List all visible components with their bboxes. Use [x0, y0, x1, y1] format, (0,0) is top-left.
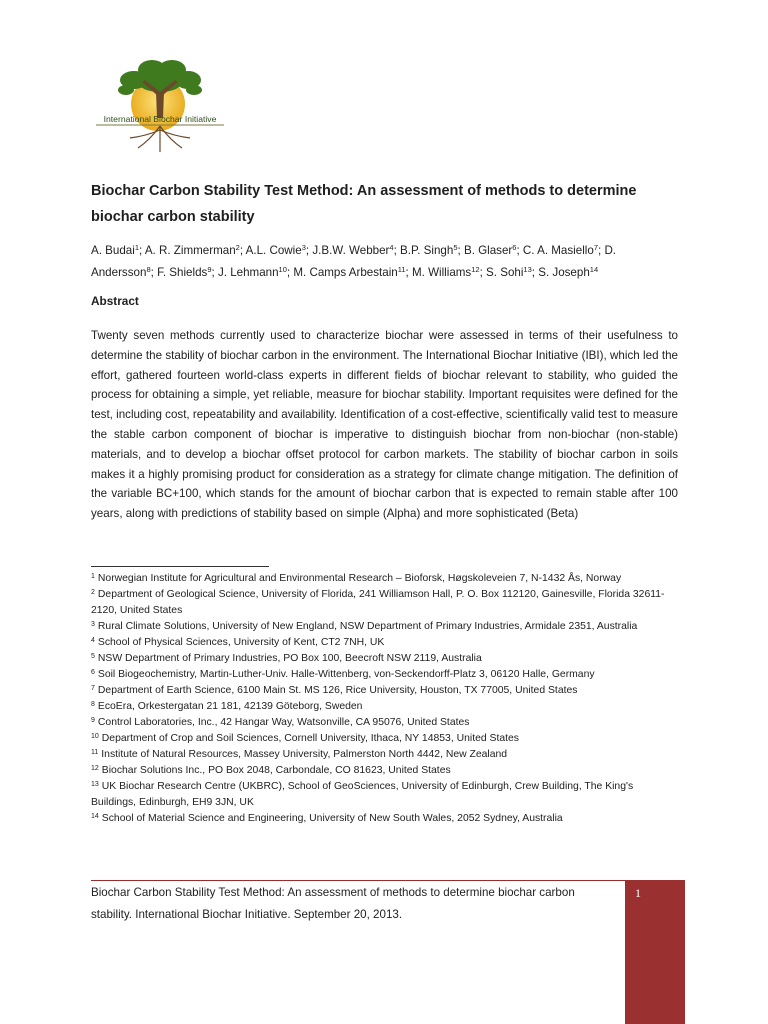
- author: A.L. Cowie$^3$: [245, 243, 306, 257]
- footnote: $^{10}$ Department of Crop and Soil Sciences, Cornell University, Ithaca, NY 14853, United States: [91, 733, 519, 744]
- footnote: $^1$ Norwegian Institute for Agricultural and Environmental Research – Bioforsk, Høgskoleveien 7, N-1432 Ås, Norway: [91, 573, 622, 584]
- abstract-heading: Abstract: [91, 294, 139, 308]
- author: B. Glaser$^6$: [463, 243, 517, 257]
- author: S. Joseph$^{14}$: [538, 265, 599, 279]
- author: D. Andersson$^8$: [91, 244, 617, 279]
- footnote: $^4$ School of Physical Sciences, University of Kent, CT2 7NH, UK: [91, 637, 385, 648]
- paper-title: Biochar Carbon Stability Test Method: An assessment of methods to determine biochar carbon stability: [91, 183, 637, 225]
- author: M. Camps Arbestain$^{11}$: [293, 265, 406, 279]
- footnote: $^7$ Department of Earth Science, 6100 Main St. MS 126, Rice University, Houston, TX 77005, United States: [91, 685, 578, 696]
- author: A. R. Zimmerman$^2$: [144, 243, 240, 257]
- author: J. Lehmann$^{10}$: [217, 265, 287, 279]
- footnote-divider: [91, 566, 269, 567]
- footer-citation: Biochar Carbon Stability Test Method: An assessment of methods to determine biochar carbon stability. International Biochar Initiative. September 20, 2013.: [91, 886, 575, 921]
- footnote: $^{14}$ School of Material Science and Engineering, University of New South Wales, 2052 Sydney, Australia: [91, 813, 563, 824]
- author: B.P. Singh$^5$: [400, 243, 458, 257]
- footnote: $^8$ EcoEra, Orkestergatan 21 181, 42139 Göteborg, Sweden: [91, 701, 363, 712]
- footer-divider: [91, 880, 625, 881]
- author: F. Shields$^9$: [157, 265, 212, 279]
- logo-text: International Biochar Initiative: [103, 114, 217, 124]
- abstract-text: Twenty seven methods currently used to characterize biochar were assessed in terms of their usefulness to determine the stability of biochar carbon in the environment. The International Biochar Initiative (IBI), which led the effort, gathered fourteen world-class experts in different fields of biochar relevant to stability, who guided the process for obtaining a simple, yet reliable, measure for biochar stability. Important requisites were defined for the test, including cost, repeatability and availability. Identification of a cost-effective, scientifically valid test to measure the stable carbon component of biochar is imperative to distinguish biochar from non-biochar (non-stable) materials, and to develop a biochar offset protocol for carbon markets. The stability of biochar carbon in soils makes it a highly promising product for consideration as a strategy for climate change mitigation. The definition of the variable BC+100, which stands for the amount of biochar carbon that is expected to remain stable after 100 years, along with predictions of stability based on simple (Alpha) and more sophisticated (Beta): [91, 329, 678, 521]
- footnote: $^{12}$ Biochar Solutions Inc., PO Box 2048, Carbondale, CO 81623, United States: [91, 765, 451, 776]
- footnote-list: [91, 571, 681, 827]
- author: S. Sohi$^{13}$: [486, 265, 532, 279]
- ibi-logo: [90, 52, 230, 160]
- author-list: A. Budai$^1$; A. R. Zimmerman$^2$; A.L. Cowie$^3$; J.B.W. Webber$^4$; B.P. Singh$^5$; B. Glaser$^6$; C. A. Masiello$^7$; D. Andersson$^8$; F. Shields$^9$; J. Lehmann$^{10}$; M. Camps Arbestain$^{11}$; M. Williams$^{12}$; S. Sohi$^{13}$; S. Joseph$^{14}$: [91, 243, 617, 279]
- author: J.B.W. Webber$^4$: [312, 243, 394, 257]
- footnote: $^9$ Control Laboratories, Inc., 42 Hangar Way, Watsonville, CA 95076, United States: [91, 717, 470, 728]
- tree-logo-icon: [90, 52, 230, 160]
- footnote: $^{11}$ Institute of Natural Resources, Massey University, Palmerston North 4442, New Zealand: [91, 749, 508, 760]
- footnote: $^5$ NSW Department of Primary Industries, PO Box 100, Beecroft NSW 2119, Australia: [91, 653, 482, 664]
- footnote: $^6$ Soil Biogeochemistry, Martin-Luther-Univ. Halle-Wittenberg, von-Seckendorff-Platz 3, 06120 Halle, Germany: [91, 669, 595, 680]
- author: C. A. Masiello$^7$: [522, 243, 598, 257]
- page-number: 1: [635, 886, 641, 900]
- footnote: $^3$ Rural Climate Solutions, University of New England, NSW Department of Primary Industries, Armidale 2351, Australia: [91, 621, 638, 632]
- page-number-box: [625, 880, 685, 1024]
- footnote: $^2$ Department of Geological Science, University of Florida, 241 Williamson Hall, P. O. Box 112120, Gainesville, Florida 32611-2120, United States: [91, 589, 665, 616]
- author: A. Budai$^1$: [91, 243, 139, 257]
- footnote: $^{13}$ UK Biochar Research Centre (UKBRC), School of GeoSciences, University of Edinburgh, Crew Building, The King's Buildings, Edinburgh, EH9 3JN, UK: [91, 781, 634, 808]
- author: M. Williams$^{12}$: [411, 265, 480, 279]
